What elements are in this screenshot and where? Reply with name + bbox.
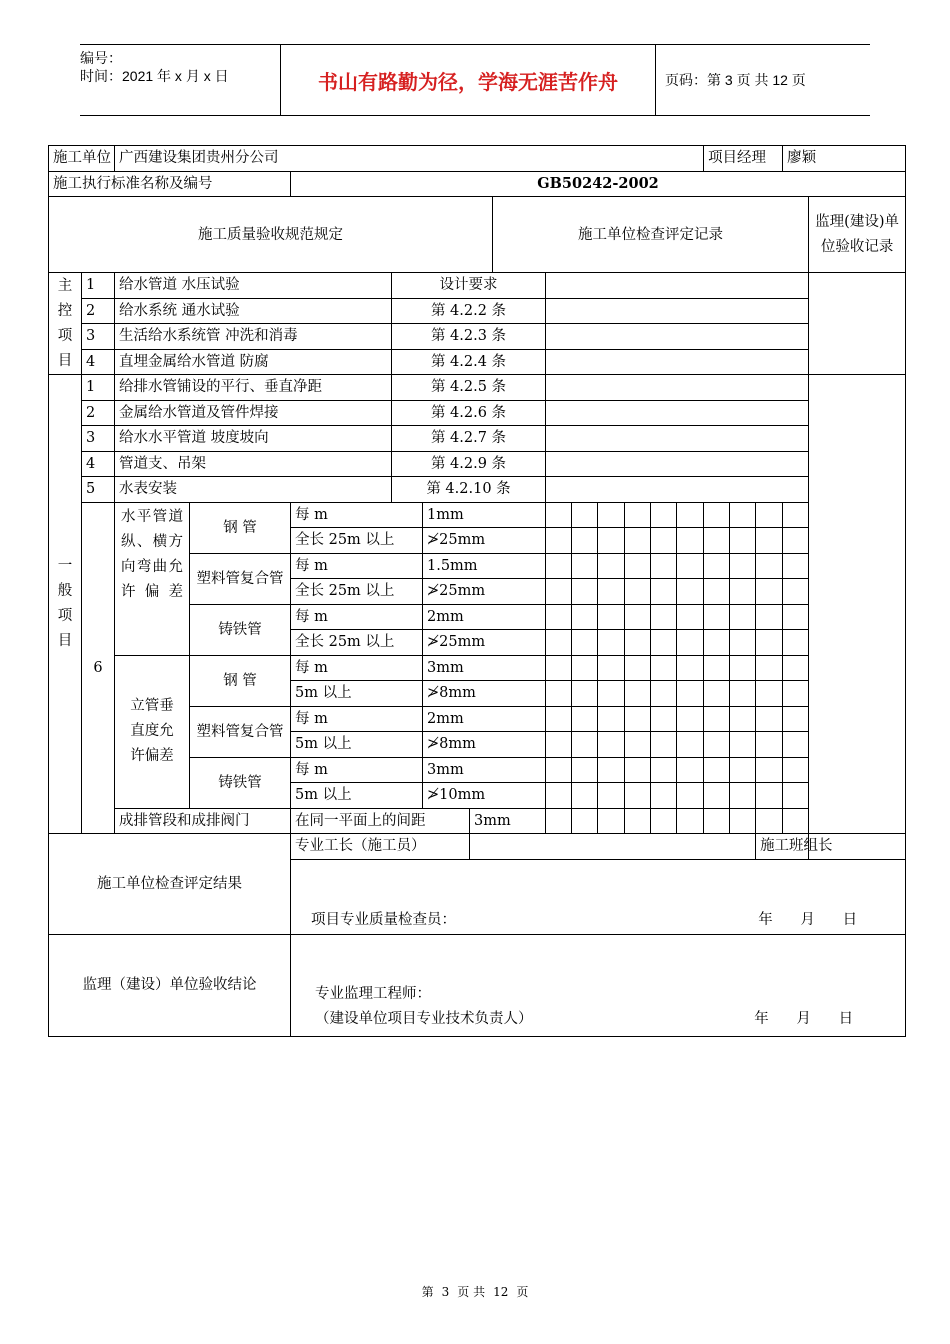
measure-cell [598, 553, 625, 579]
measure-cell [704, 528, 730, 554]
measure-cell [704, 681, 730, 707]
check-record-cell [546, 400, 809, 426]
measure-cell [546, 757, 572, 783]
measure-cell [625, 579, 651, 605]
measure-cell [598, 528, 625, 554]
conclusion-label: 监理（建设）单位验收结论 [49, 934, 291, 1036]
measure-cell [572, 502, 598, 528]
measure-cell [756, 706, 783, 732]
measure-cell [677, 579, 704, 605]
measure-cell [572, 706, 598, 732]
measure-cell [572, 579, 598, 605]
supervisor-header: 监理(建设)单位验收记录 [809, 197, 906, 273]
measure-cell [730, 681, 756, 707]
measure-cell [783, 630, 809, 656]
measure-cell [730, 757, 756, 783]
measure-cell [651, 732, 677, 758]
tolerance-value: ≯10mm [423, 783, 546, 809]
header-motto-cell [280, 45, 656, 115]
condition-label: 5m 以上 [291, 783, 423, 809]
measure-cell [677, 706, 704, 732]
measure-cell [598, 604, 625, 630]
measure-cell [572, 732, 598, 758]
general-item-name: 给水水平管道 坡度坡向 [115, 426, 392, 452]
measure-cell [704, 783, 730, 809]
measure-cell [598, 808, 625, 834]
measure-cell [730, 630, 756, 656]
measure-cell [756, 757, 783, 783]
measure-cell [756, 553, 783, 579]
measure-cell [625, 783, 651, 809]
measure-cell [677, 528, 704, 554]
condition-label: 每 m [291, 502, 423, 528]
measure-cell [756, 502, 783, 528]
measure-cell [625, 604, 651, 630]
measure-cell [625, 553, 651, 579]
number-label: 编号： [80, 50, 122, 66]
measure-cell [783, 808, 809, 834]
measure-cell [756, 630, 783, 656]
tolerance-value: ≯8mm [423, 681, 546, 707]
material-label: 铸铁管 [190, 604, 291, 655]
standard-label: 施工执行标准名称及编号 [49, 171, 291, 197]
measure-cell [625, 502, 651, 528]
condition-label: 每 m [291, 553, 423, 579]
measure-cell [625, 808, 651, 834]
tolerance-value: 1.5mm [423, 553, 546, 579]
owner-label: （建设单位项目专业技术负责人） [315, 1010, 533, 1027]
check-record-cell [546, 451, 809, 477]
general-item-req: 第 4.2.5 条 [392, 375, 546, 401]
conclusion-date: 年 月 日 [754, 1010, 854, 1027]
condition-label: 5m 以上 [291, 732, 423, 758]
measure-cell [783, 706, 809, 732]
check-record-cell [546, 298, 809, 324]
check-record-cell [546, 375, 809, 401]
measure-cell [677, 783, 704, 809]
acceptance-form [48, 145, 906, 1037]
main-item-no: 3 [82, 324, 115, 350]
measure-cell [598, 681, 625, 707]
measure-cell [625, 757, 651, 783]
measure-cell [625, 681, 651, 707]
measure-cell [572, 808, 598, 834]
time-label: 时间：2021 年 x 月 x 日 [80, 68, 229, 84]
check-record-cell [546, 477, 809, 503]
main-item-req: 第 4.2.4 条 [392, 349, 546, 375]
measure-cell [651, 706, 677, 732]
general-item-no: 1 [82, 375, 115, 401]
tolerance-value: 2mm [423, 706, 546, 732]
vertical-deviation-label: 立管垂直度允许偏差 [115, 655, 190, 808]
measure-cell [783, 553, 809, 579]
measure-cell [756, 655, 783, 681]
page-info: 页码：第 3 页 共 12 页 [665, 72, 806, 88]
main-item-req: 第 4.2.2 条 [392, 298, 546, 324]
footer-total: 12 [493, 1285, 509, 1299]
main-item-no: 1 [82, 273, 115, 299]
measure-cell [677, 502, 704, 528]
tolerance-value: ≯8mm [423, 732, 546, 758]
measure-cell [783, 732, 809, 758]
measure-cell [704, 579, 730, 605]
measure-cell [730, 655, 756, 681]
measure-cell [598, 783, 625, 809]
measure-cell [730, 732, 756, 758]
measure-cell [598, 502, 625, 528]
measure-cell [572, 783, 598, 809]
main-section-label: 主控项目 [49, 273, 82, 375]
measure-cell [756, 579, 783, 605]
material-label: 塑料管复合管 [190, 553, 291, 604]
measure-cell [651, 630, 677, 656]
main-item-req: 第 4.2.3 条 [392, 324, 546, 350]
measure-cell [730, 553, 756, 579]
measure-cell [572, 655, 598, 681]
measure-cell [677, 732, 704, 758]
check-header: 施工单位检查评定记录 [493, 197, 809, 273]
inspector-label: 项目专业质量检查员： [311, 912, 456, 929]
condition-label: 全长 25m 以上 [291, 579, 423, 605]
main-item-name: 给水系统 通水试验 [115, 298, 392, 324]
material-label: 塑料管复合管 [190, 706, 291, 757]
measure-cell [598, 732, 625, 758]
measure-cell [730, 502, 756, 528]
general-item-req: 第 4.2.7 条 [392, 426, 546, 452]
measure-cell [783, 528, 809, 554]
measure-cell [704, 808, 730, 834]
inspector-row [291, 907, 906, 934]
check-record-cell [546, 349, 809, 375]
main-item-name: 直埋金属给水管道 防腐 [115, 349, 392, 375]
measure-cell [546, 655, 572, 681]
measure-cell [598, 757, 625, 783]
measure-cell [546, 783, 572, 809]
main-item-name: 给水管道 水压试验 [115, 273, 392, 299]
measure-cell [572, 553, 598, 579]
condition-label: 每 m [291, 655, 423, 681]
measure-cell [651, 681, 677, 707]
measure-cell [783, 579, 809, 605]
measure-cell [783, 604, 809, 630]
material-label: 钢 管 [190, 502, 291, 553]
general-item-no: 2 [82, 400, 115, 426]
general-item-no: 4 [82, 451, 115, 477]
measure-cell [651, 528, 677, 554]
condition-label: 每 m [291, 604, 423, 630]
measure-cell [704, 630, 730, 656]
unit-label: 施工单位 [49, 146, 115, 172]
page-footer [0, 1283, 950, 1300]
measure-cell [546, 579, 572, 605]
general-item-name: 给排水管铺设的平行、垂直净距 [115, 375, 392, 401]
measure-cell [730, 808, 756, 834]
measure-cell [598, 579, 625, 605]
conclusion-cell [291, 934, 906, 1036]
check-record-cell [546, 426, 809, 452]
header-page-info [655, 45, 870, 115]
measure-cell [625, 706, 651, 732]
measure-cell [651, 783, 677, 809]
measure-cell [546, 732, 572, 758]
measure-cell [625, 732, 651, 758]
measure-cell [704, 655, 730, 681]
tolerance-value: 3mm [423, 655, 546, 681]
tolerance-value: 1mm [423, 502, 546, 528]
condition-label: 5m 以上 [291, 681, 423, 707]
measure-cell [651, 655, 677, 681]
measure-cell [546, 502, 572, 528]
measure-cell [677, 630, 704, 656]
measure-cell [625, 528, 651, 554]
result-label: 施工单位检查评定结果 [49, 834, 291, 935]
general-item-req: 第 4.2.10 条 [392, 477, 546, 503]
measure-cell [651, 502, 677, 528]
measure-cell [546, 681, 572, 707]
measure-cell [756, 681, 783, 707]
measure-cell [651, 579, 677, 605]
measure-cell [546, 706, 572, 732]
main-item-no: 2 [82, 298, 115, 324]
general-item-req: 第 4.2.9 条 [392, 451, 546, 477]
standard-value: GB50242-2002 [291, 171, 906, 197]
measure-cell [704, 706, 730, 732]
condition-label: 全长 25m 以上 [291, 528, 423, 554]
measure-cell [546, 553, 572, 579]
measure-cell [546, 528, 572, 554]
last-item-value: 3mm [470, 808, 546, 834]
manager-value: 廖颖 [783, 146, 906, 172]
measure-cell [572, 757, 598, 783]
measure-cell [677, 681, 704, 707]
measure-cell [756, 808, 783, 834]
footer-mid: 页 共 [457, 1285, 486, 1299]
measure-cell [704, 757, 730, 783]
measure-cell [704, 732, 730, 758]
measure-cell [651, 553, 677, 579]
measure-cell [651, 604, 677, 630]
measure-cell [598, 706, 625, 732]
general-item-name: 水表安装 [115, 477, 392, 503]
condition-label: 每 m [291, 757, 423, 783]
measure-cell [756, 604, 783, 630]
general-item-name: 金属给水管道及管件焊接 [115, 400, 392, 426]
measure-cell [730, 783, 756, 809]
measure-cell [704, 604, 730, 630]
measure-cell [677, 604, 704, 630]
measure-cell [572, 528, 598, 554]
main-item-no: 4 [82, 349, 115, 375]
general-item-req: 第 4.2.6 条 [392, 400, 546, 426]
main-item-req: 设计要求 [392, 273, 546, 299]
measure-cell [730, 579, 756, 605]
measure-cell [756, 732, 783, 758]
header-meta [80, 45, 280, 119]
measure-cell [704, 502, 730, 528]
measure-cell [572, 604, 598, 630]
tolerance-value: 3mm [423, 757, 546, 783]
measure-cell [572, 681, 598, 707]
supervisor-record-cell [809, 273, 906, 375]
measure-cell [651, 808, 677, 834]
measure-cell [783, 502, 809, 528]
foreman-value [470, 834, 756, 860]
engineer-label: 专业监理工程师： [315, 985, 431, 1002]
tolerance-value: ≯25mm [423, 630, 546, 656]
general-section-label: 一般项目 [49, 375, 82, 834]
general-item-no: 3 [82, 426, 115, 452]
measure-cell [783, 681, 809, 707]
motto: 书山有路勤为径，学海无涯苦作舟 [318, 69, 618, 94]
supervisor-record-cell [809, 375, 906, 834]
foreman-label: 专业工长（施工员） [291, 834, 470, 860]
measure-cell [598, 630, 625, 656]
measure-cell [546, 604, 572, 630]
condition-label: 全长 25m 以上 [291, 630, 423, 656]
measure-cell [756, 783, 783, 809]
horizontal-deviation-label: 水平管道纵、横方向弯曲允许偏差 [115, 502, 190, 655]
tolerance-value: ≯25mm [423, 528, 546, 554]
measure-cell [756, 528, 783, 554]
measure-cell [783, 783, 809, 809]
measure-cell [730, 528, 756, 554]
general-item-no: 6 [82, 502, 115, 834]
measure-cell [677, 757, 704, 783]
result-date: 年 月 日 [758, 912, 858, 929]
footer-page: 3 [441, 1285, 450, 1299]
measure-cell [651, 757, 677, 783]
check-record-cell [546, 324, 809, 350]
measure-cell [546, 808, 572, 834]
measure-cell [546, 630, 572, 656]
page-header [80, 44, 870, 116]
last-item-name: 成排管段和成排阀门 [115, 808, 291, 834]
team-leader-label: 施工班组长 [756, 834, 809, 860]
general-item-name: 管道支、吊架 [115, 451, 392, 477]
measure-cell [730, 706, 756, 732]
material-label: 钢 管 [190, 655, 291, 706]
material-label: 铸铁管 [190, 757, 291, 808]
footer-prefix: 第 [421, 1285, 434, 1299]
measure-cell [677, 553, 704, 579]
measure-cell [625, 655, 651, 681]
tolerance-value: ≯25mm [423, 579, 546, 605]
condition-label: 每 m [291, 706, 423, 732]
measure-cell [783, 655, 809, 681]
result-blank [291, 859, 906, 907]
measure-cell [572, 630, 598, 656]
general-item-no: 5 [82, 477, 115, 503]
main-item-name: 生活给水系统管 冲洗和消毒 [115, 324, 392, 350]
check-record-cell [546, 273, 809, 299]
measure-cell [677, 808, 704, 834]
measure-cell [704, 553, 730, 579]
measure-cell [730, 604, 756, 630]
measure-cell [783, 757, 809, 783]
measure-cell [598, 655, 625, 681]
unit-value: 广西建设集团贵州分公司 [115, 146, 704, 172]
spec-header: 施工质量验收规范规定 [49, 197, 493, 273]
measure-cell [625, 630, 651, 656]
tolerance-value: 2mm [423, 604, 546, 630]
manager-label: 项目经理 [704, 146, 783, 172]
last-item-condition: 在同一平面上的间距 [291, 808, 470, 834]
measure-cell [677, 655, 704, 681]
footer-suffix: 页 [516, 1285, 529, 1299]
